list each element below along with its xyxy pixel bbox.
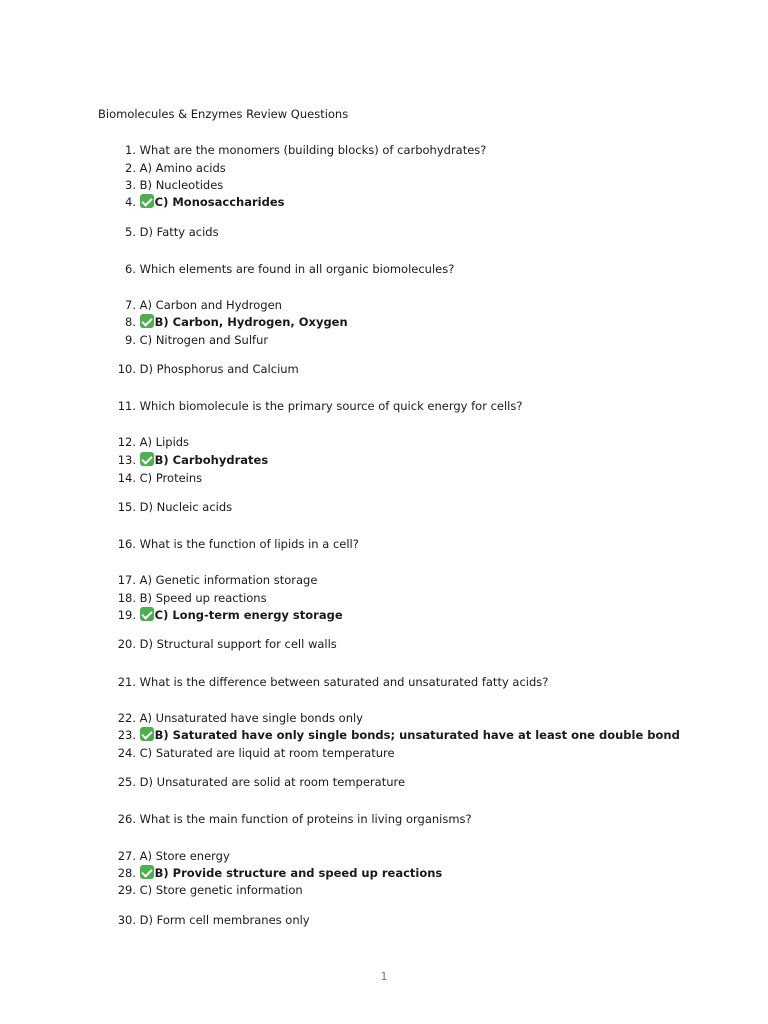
- list-item: 6. Which elements are found in all organic biomolecules?: [125, 262, 455, 276]
- list-item: 5. D) Fatty acids: [125, 225, 219, 239]
- list-item: 26. What is the main function of proteins in living organisms?: [117, 812, 472, 826]
- list-item: 29. C) Store genetic information: [117, 883, 303, 897]
- list-item: 11. Which biomolecule is the primary source of quick energy for cells?: [117, 399, 523, 413]
- list-item-correct-answer: 8. B) Carbon, Hydrogen, Oxygen: [125, 315, 348, 329]
- list-item: 17. A) Genetic information storage: [117, 573, 318, 587]
- list-item-correct-answer: 13. B) Carbohydrates: [117, 453, 269, 467]
- green-check-mark-icon: [140, 607, 154, 621]
- list-item-correct-answer: 28. B) Provide structure and speed up reactions: [117, 866, 443, 880]
- list-item: 3. B) Nucleotides: [125, 178, 224, 192]
- list-item: 25. D) Unsaturated are solid at room temperature: [117, 775, 406, 789]
- green-check-mark-icon: [140, 452, 154, 466]
- list-item: 27. A) Store energy: [117, 849, 230, 863]
- list-item: 21. What is the difference between saturated and unsaturated fatty acids?: [117, 675, 549, 689]
- green-check-mark-icon: [140, 194, 154, 208]
- list-item: 24. C) Saturated are liquid at room temperature: [117, 746, 395, 760]
- list-item: 30. D) Form cell membranes only: [117, 913, 310, 927]
- green-check-mark-icon: [140, 865, 154, 879]
- list-item: 7. A) Carbon and Hydrogen: [125, 298, 282, 312]
- list-item: 10. D) Phosphorus and Calcium: [117, 362, 299, 376]
- list-item: 16. What is the function of lipids in a cell?: [117, 537, 359, 551]
- list-item: 12. A) Lipids: [117, 435, 190, 449]
- list-item: 14. C) Proteins: [117, 471, 203, 485]
- document-title: Biomolecules & Enzymes Review Questions: [98, 107, 349, 121]
- list-item-correct-answer: 4. C) Monosaccharides: [125, 195, 285, 209]
- green-check-mark-icon: [140, 314, 154, 328]
- list-item: 2. A) Amino acids: [125, 161, 226, 175]
- list-item: 15. D) Nucleic acids: [117, 500, 233, 514]
- list-item: 20. D) Structural support for cell walls: [117, 637, 337, 651]
- list-item-correct-answer: 19. C) Long-term energy storage: [117, 608, 343, 622]
- list-item: 1. What are the monomers (building blocks) of carbohydrates?: [125, 143, 487, 157]
- list-item: 18. B) Speed up reactions: [117, 591, 267, 605]
- page-number: 1: [380, 970, 388, 983]
- list-item: 22. A) Unsaturated have single bonds only: [117, 711, 363, 725]
- green-check-mark-icon: [140, 727, 154, 741]
- list-item-correct-answer: 23. B) Saturated have only single bonds; unsaturated have at least one double bond: [117, 728, 680, 742]
- list-item: 9. C) Nitrogen and Sulfur: [125, 333, 269, 347]
